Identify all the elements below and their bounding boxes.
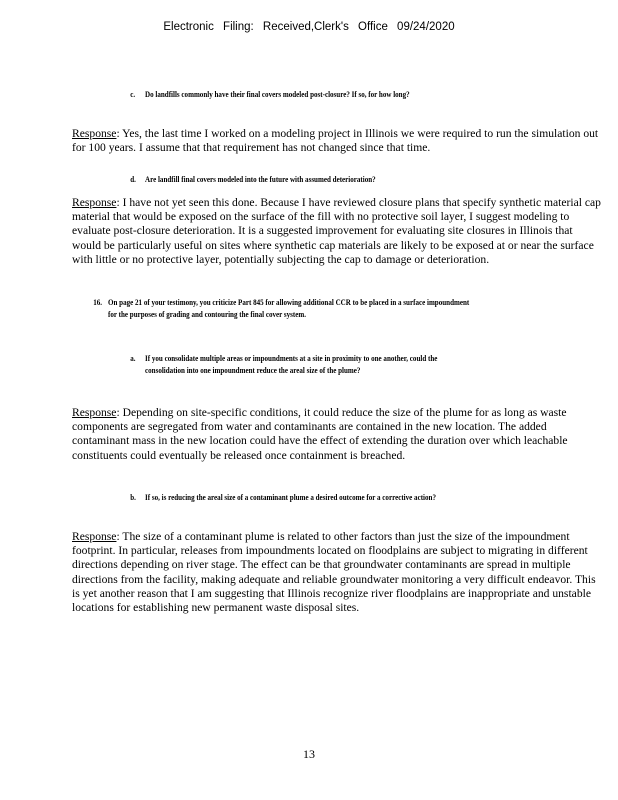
question-text: On page 21 of your testimony, you criticize Part 845 for allowing additional CCR to be placed in a surface impoundment for the purposes of grading and contouring the final cover system. xyxy=(108,297,470,319)
question-d xyxy=(130,173,509,185)
response-label: Response xyxy=(72,127,117,140)
response-text: : The size of a contaminant plume is related to other factors than just the size of the impoundment footprint. In particular, releases from impoundments located on floodplains are subject to migrating in different directions depending on river stage. The effect can be that groundwater contaminants are spread in multiple directions from the facility, making adequate and reliable groundwater monitoring a very difficult endeavor. This is yet another reason that I am suggesting that Illinois recognize river floodplains are inappropriate and unstable locations for establishing new permanent waste disposal sites. xyxy=(72,530,596,615)
question-16 xyxy=(93,296,477,320)
question-text: If you consolidate multiple areas or impoundments at a site in proximity to one another, could the consolidation into one impoundment reduce the areal size of the plume? xyxy=(145,353,438,375)
page-number: 13 xyxy=(303,747,315,761)
response-text: : I have not yet seen this done. Because I have reviewed closure plans that specify synthetic material cap material that would be exposed on the surface of the fill with no protective soil layer, I suggest modeling to evaluate post-closure deterioration. It is a suggested improvement for evaluating site closures in Illinois that would be particularly useful on sites where synthetic cap materials are likely to be exposed at or near the surface with little or no protective layer, potentially subjecting the cap to damage or deterioration. xyxy=(72,196,601,266)
question-text: Are landfill final covers modeled into the future with assumed deterioration? xyxy=(145,174,376,184)
question-c xyxy=(130,88,509,100)
question-a xyxy=(130,352,473,376)
response-text: : Yes, the last time I worked on a modeling project in Illinois we were required to run the simulation out for 100 years. I assume that that requirement has not changed since that time. xyxy=(72,127,599,155)
response-label: Response xyxy=(72,530,117,543)
question-b xyxy=(130,491,509,503)
question-label: c. xyxy=(130,89,136,99)
question-text: Do landfills commonly have their final covers modeled post-closure? If so, for how long? xyxy=(145,89,410,99)
response-a xyxy=(72,406,602,463)
question-text: If so, is reducing the areal size of a contaminant plume a desired outcome for a corrective action? xyxy=(145,492,436,502)
response-d xyxy=(72,196,602,267)
question-label: 16. xyxy=(93,297,103,307)
response-label: Response xyxy=(72,406,117,419)
response-label: Response xyxy=(72,196,117,209)
filing-stamp-header: Electronic Filing: Received,Clerk's Office 09/24/2020 xyxy=(163,21,455,33)
response-b xyxy=(72,530,602,615)
response-text: : Depending on site-specific conditions, it could reduce the size of the plume for as long as waste components are segregated from water and contaminants are contained in the new location. The added contaminant mass in the new location could have the effect of extending the duration over which leachable constituents could eventually be released once containment is breached. xyxy=(72,406,568,462)
question-label: b. xyxy=(130,492,136,502)
question-label: d. xyxy=(130,174,136,184)
response-c xyxy=(72,127,602,155)
question-label: a. xyxy=(130,353,136,363)
